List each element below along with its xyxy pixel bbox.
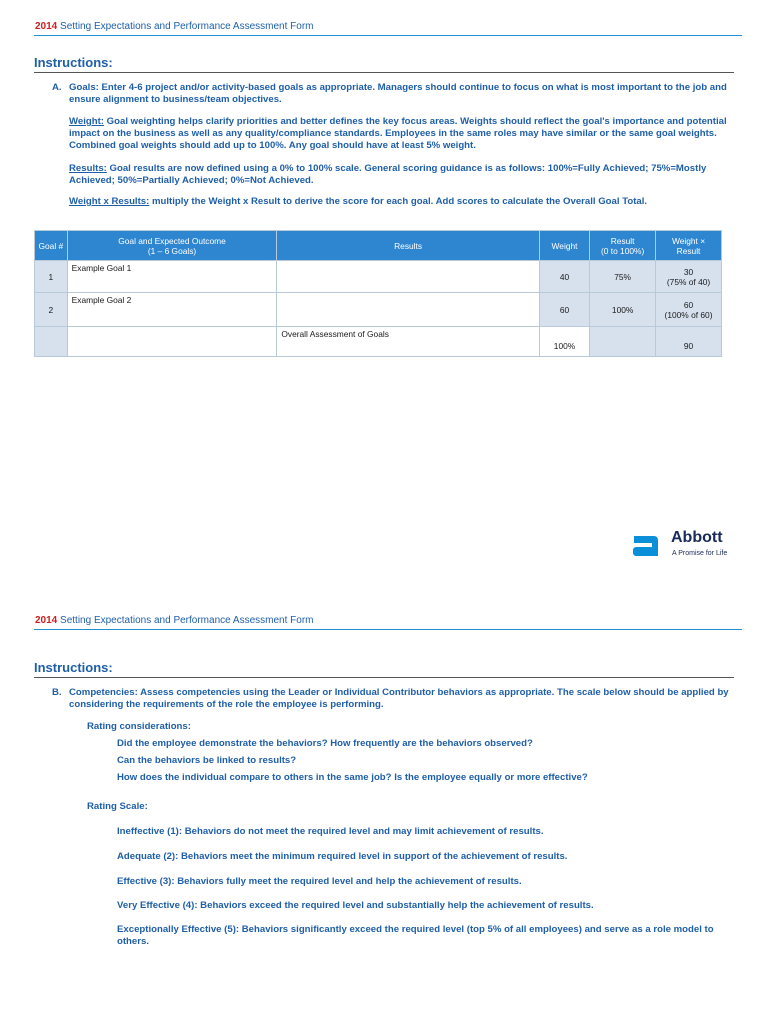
header-title: Setting Expectations and Performance Assessment Form (60, 615, 314, 626)
goals-paragraph: Goals: Enter 4-6 project and/or activity-based goals as appropriate. Managers should continue to focus on what is most important to the job and ensure alignment to business/team objectives. (69, 82, 727, 105)
col-results: Results (277, 231, 539, 261)
col-wxr: Weight × Result (656, 231, 722, 261)
logo-name: Abbott (671, 529, 723, 546)
wxr-label: Weight x Results: (69, 196, 150, 207)
goal-cell[interactable]: Example Goal 1 (67, 261, 277, 293)
instructions-title: Instructions: (34, 55, 113, 70)
instructions-rule (34, 72, 734, 73)
header-rule (34, 629, 742, 630)
goal-num-cell: 1 (35, 261, 68, 293)
abbott-logo-icon (632, 533, 660, 558)
consideration-item: Did the employee demonstrate the behaviors? How frequently are the behaviors observed? (117, 738, 533, 749)
scale-item: Exceptionally Effective (5): Behaviors significantly exceed the required level (top 5% of all employees) and serve as a role model to others. (117, 924, 714, 947)
considerations-title: Rating considerations: (87, 721, 191, 732)
scale-item: Very Effective (4): Behaviors exceed the required level and substantially help the achievement of results. (117, 900, 594, 911)
table-row (35, 293, 722, 327)
scale-title: Rating Scale: (87, 801, 148, 812)
instructions-title: Instructions: (34, 660, 113, 675)
table-total-row (35, 327, 722, 357)
total-blank-cell (67, 327, 277, 357)
weight-text: Goal weighting helps clarify priorities and better defines the key focus areas. Weights should reflect the goal's importance and potential impact on the business as well as any quality/compliance standards. Employees in the same roles may have similar or the same goal weights. Combined goal weights should add up to 100%. Any goal should have at least 5% weight. (69, 116, 727, 151)
page-header (35, 21, 313, 32)
total-weight-cell: 100% (539, 327, 589, 357)
total-wxr-cell: 90 (656, 327, 722, 357)
weight-cell[interactable]: 60 (539, 293, 589, 327)
total-blank-cell (35, 327, 68, 357)
wxr-paragraph (69, 196, 739, 208)
scale-item: Ineffective (1): Behaviors do not meet the required level and may limit achievement of results. (117, 826, 544, 837)
results-cell[interactable] (277, 293, 539, 327)
page-header (35, 615, 313, 626)
header-title: Setting Expectations and Performance Assessment Form (60, 21, 314, 32)
goals-table (34, 230, 722, 357)
scale-item: Adequate (2): Behaviors meet the minimum required level in support of the achievement of results. (117, 851, 568, 862)
section-a-label: A. (52, 82, 62, 93)
consideration-item: Can the behaviors be linked to results? (117, 755, 297, 766)
col-weight: Weight (539, 231, 589, 261)
col-result: Result (0 to 100%) (590, 231, 656, 261)
header-rule (34, 35, 742, 36)
results-cell[interactable] (277, 261, 539, 293)
scale-item: Effective (3): Behaviors fully meet the required level and help the achievement of results. (117, 876, 522, 887)
consideration-item: How does the individual compare to others in the same job? Is the employee equally or more effective? (117, 772, 588, 783)
wxr-cell: 60 (100% of 60) (656, 293, 722, 327)
col-goal-outcome: Goal and Expected Outcome (1 – 6 Goals) (67, 231, 277, 261)
header-year: 2014 (35, 615, 58, 626)
table-row (35, 261, 722, 293)
goal-num-cell: 2 (35, 293, 68, 327)
header-year: 2014 (35, 21, 58, 32)
results-paragraph (69, 163, 739, 187)
results-text: Goal results are now defined using a 0% to 100% scale. General scoring guidance is as follows: 100%=Fully Achieved; 75%=Mostly Achieved; 50%=Partially Achieved; 0%=Not Achieved. (69, 163, 707, 186)
result-cell[interactable]: 100% (590, 293, 656, 327)
results-label: Results: (69, 163, 107, 174)
wxr-text: multiply the Weight x Result to derive the score for each goal. Add scores to calculate the Overall Goal Total. (149, 196, 648, 207)
competencies-paragraph: Competencies: Assess competencies using the Leader or Individual Contributor behaviors as appropriate. The scale below should be applied by considering the requirements of the role the employee is performing. (69, 687, 729, 710)
result-cell[interactable]: 75% (590, 261, 656, 293)
total-result-cell (590, 327, 656, 357)
weight-label: Weight: (69, 116, 104, 127)
col-goal-num: Goal # (35, 231, 68, 261)
weight-paragraph (69, 116, 739, 152)
instructions-rule (34, 677, 734, 678)
wxr-cell: 30 (75% of 40) (656, 261, 722, 293)
weight-cell[interactable]: 40 (539, 261, 589, 293)
goal-cell[interactable]: Example Goal 2 (67, 293, 277, 327)
table-header-row (35, 231, 722, 261)
section-b-label: B. (52, 687, 62, 698)
total-label-cell: Overall Assessment of Goals (277, 327, 539, 357)
logo-tagline: A Promise for Life (672, 550, 728, 557)
